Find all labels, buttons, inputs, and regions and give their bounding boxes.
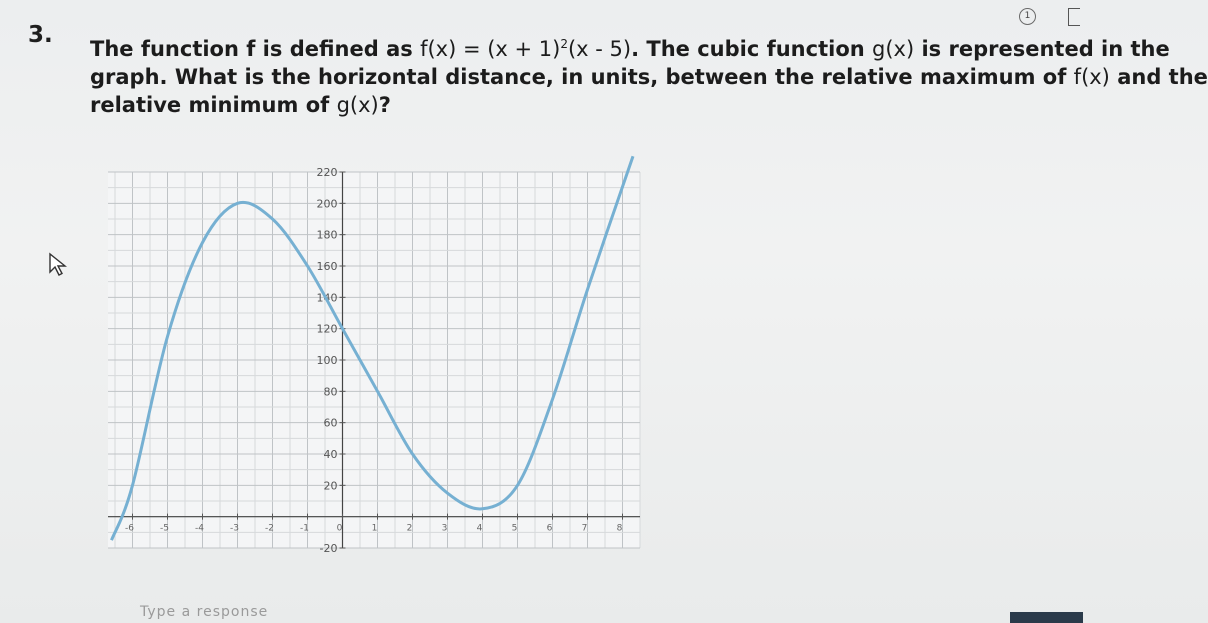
x-tick-label: -3 <box>230 523 239 534</box>
y-tick-label: 120 <box>316 322 338 336</box>
x-tick-label: 2 <box>406 523 413 534</box>
x-tick-label: -4 <box>195 523 204 534</box>
y-tick-label: 100 <box>316 354 338 367</box>
x-tick-label: 0 <box>336 523 343 534</box>
function-f-factor: (x - 5) <box>567 37 632 61</box>
exponent: 2 <box>560 37 568 51</box>
question-text-part: . The cubic function <box>631 37 873 61</box>
y-tick-label: -20 <box>319 542 338 555</box>
x-tick-label: 8 <box>616 523 623 534</box>
response-input[interactable] <box>120 600 1083 623</box>
x-tick-label: 6 <box>546 523 553 534</box>
function-f-expression: f(x) = (x + 1) <box>420 37 561 61</box>
y-tick-label: 200 <box>316 197 338 211</box>
x-tick-label: -2 <box>265 523 274 534</box>
y-tick-label: 60 <box>323 416 338 430</box>
question-text-part: relative minimum of <box>90 93 337 117</box>
response-placeholder: Type a response <box>140 604 269 620</box>
question-text-part: is represented in the <box>914 37 1170 61</box>
function-g-label: g(x) <box>336 93 379 117</box>
y-tick-label: 220 <box>316 166 338 179</box>
question-text-part: graph. What is the horizontal distance, in units, between the relative maximum of <box>90 65 1074 89</box>
y-tick-label: 80 <box>323 385 338 399</box>
y-tick-label: 140 <box>316 291 338 305</box>
question-number: 3. <box>28 22 53 48</box>
screen-edge <box>1010 612 1083 623</box>
x-tick-label: -5 <box>160 523 169 534</box>
y-tick-label: 160 <box>316 260 338 273</box>
x-tick-label: 3 <box>441 523 448 534</box>
y-tick-label: 40 <box>323 448 338 461</box>
x-tick-label: 4 <box>476 523 483 534</box>
function-f-label: f(x) <box>1073 65 1110 89</box>
question-text-part: The function f is defined as <box>90 37 421 61</box>
x-tick-label: -6 <box>125 523 134 534</box>
x-tick-label: 1 <box>371 523 378 534</box>
question-text-part: and the <box>1109 65 1208 89</box>
x-tick-label: 5 <box>511 523 518 534</box>
y-tick-label: 180 <box>316 228 338 242</box>
question-status-badge[interactable]: 1 <box>1019 8 1036 25</box>
y-tick-label: 20 <box>323 479 338 493</box>
x-tick-label: -1 <box>300 523 309 534</box>
question-text-part: ? <box>378 93 391 117</box>
x-tick-label: 7 <box>581 523 588 534</box>
function-g-label: g(x) <box>872 37 915 61</box>
